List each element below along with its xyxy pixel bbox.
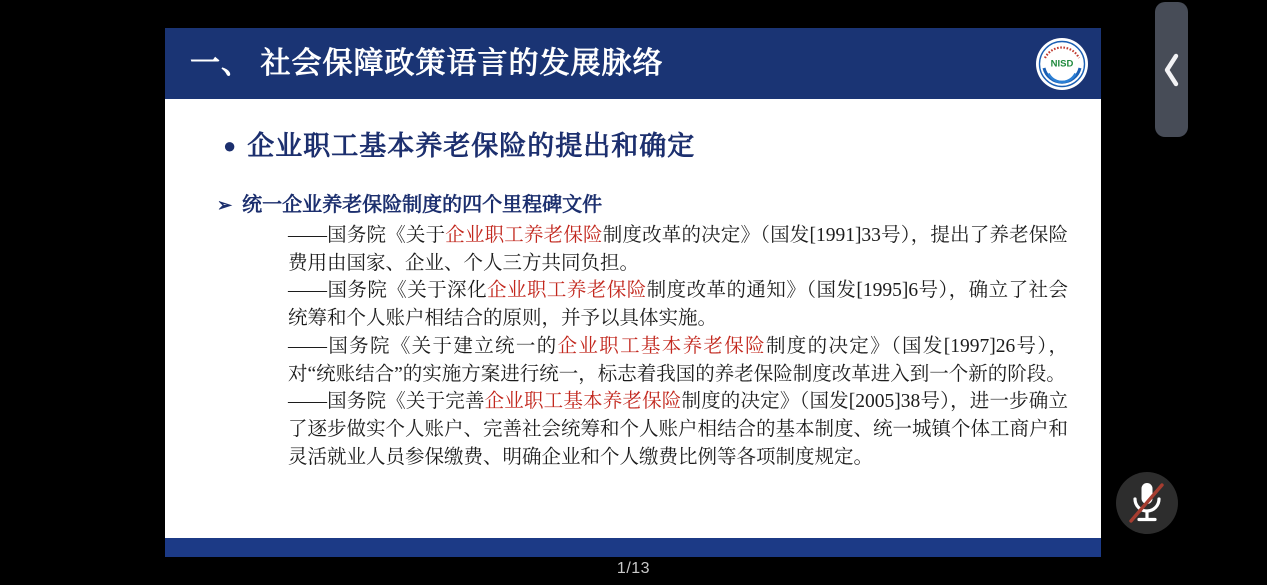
highlighted-term: 企业职工基本养老保险 [484, 391, 682, 413]
paragraph [288, 388, 1068, 471]
paragraph [288, 333, 1068, 388]
paragraph-text: 制度的决定》（国发[2005]38号），进一步确立了逐步做实个人账户、完善社会统筹和个人账户相结合的基本制度、统一城镇个体工商户和灵活就业人员参保缴费、明确企业和个人缴费比例等各项制度规定。 [288, 391, 1069, 468]
expand-panel-tab[interactable] [1155, 2, 1188, 137]
paragraph-text: ——国务院《关于 [288, 225, 446, 246]
arrow-marker-icon: ➢ [217, 195, 233, 215]
paragraph-text: 制度改革的决定》（国发[1991]33号），提出了养老保险费用由国家、企业、个人三方共同负担。 [288, 225, 1068, 274]
paragraph-text: 制度改革的通知》（国发[1995]6号），确立了社会统筹和个人账户相结合的原则，并予以具体实施。 [288, 280, 1068, 330]
body-paragraphs [288, 222, 1068, 471]
bullet-icon: ● [223, 133, 238, 158]
section-heading-label: 企业职工基本养老保险的提出和确定 [247, 131, 696, 161]
slide-header-bar [165, 28, 1101, 99]
page-indicator: 1/13 [616, 560, 651, 577]
highlighted-term: 企业职工养老保险 [487, 280, 647, 302]
chevron-left-icon [1162, 48, 1182, 92]
institute-logo-icon [1035, 37, 1089, 91]
paragraph-text: 制度的决定》（国发[1997]26号），对“统账结合”的实施方案进行统一，标志着我国的养老保险制度改革进入到一个新的阶段。 [288, 335, 1068, 385]
paragraph-text: ——国务院《关于建立统一的 [288, 335, 558, 357]
paragraph-text: ——国务院《关于深化 [288, 280, 488, 302]
highlighted-term: 企业职工基本养老保险 [557, 335, 766, 357]
paragraph-text: ——国务院《关于完善 [288, 391, 485, 413]
highlighted-term: 企业职工养老保险 [445, 225, 603, 246]
microphone-muted-icon [1116, 472, 1178, 534]
presentation-slide [165, 28, 1101, 557]
logo-text: NISD [1050, 58, 1074, 70]
section-heading [223, 124, 1063, 163]
paragraph [288, 222, 1068, 277]
subheading [217, 188, 1057, 217]
slide-title: 一、 社会保障政策语言的发展脉络 [190, 47, 664, 80]
slide-footer-bar [165, 538, 1101, 557]
paragraph [288, 277, 1068, 332]
subheading-label: 统一企业养老保险制度的四个里程碑文件 [242, 194, 603, 216]
mute-microphone-button[interactable] [1116, 472, 1178, 534]
